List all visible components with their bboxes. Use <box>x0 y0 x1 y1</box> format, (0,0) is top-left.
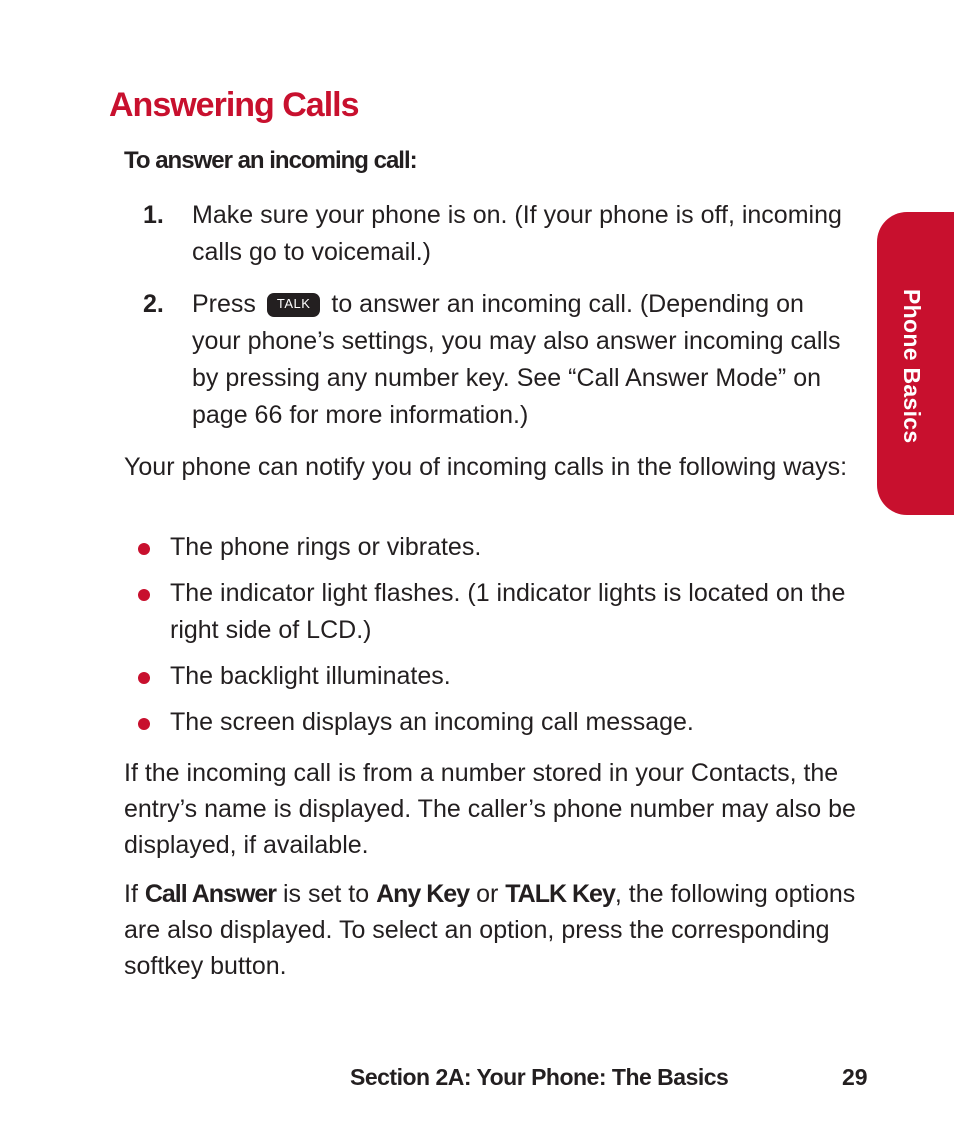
list-item-text: The indicator light flashes. (1 indicator lights is located on the right side of LCD.) <box>170 579 846 644</box>
list-item-text: The screen displays an incoming call message. <box>170 708 694 736</box>
step-number: 1. <box>143 201 164 229</box>
options-text: or <box>469 880 506 908</box>
footer-section-title: Section 2A: Your Phone: The Basics <box>350 1064 729 1090</box>
step-text: Make sure your phone is on. (If your phone is off, incoming calls go to voicemail.) <box>192 201 842 266</box>
page-number: 29 <box>842 1064 868 1090</box>
notify-intro: Your phone can notify you of incoming calls in the following ways: <box>124 453 848 481</box>
side-tab-label: Phone Basics <box>899 289 925 444</box>
options-paragraph <box>124 876 859 984</box>
step-text-before: Press <box>192 290 256 318</box>
options-text: is set to <box>276 880 377 908</box>
any-key-term: Any Key <box>376 880 470 908</box>
bullet-icon <box>138 718 150 730</box>
step-text-after: to answer an incoming call. (Depending on your phone’s settings, you may also answer incoming calls by pressing any number key. See “Call Answer Mode” on page 66 for more information.) <box>192 290 841 429</box>
contacts-paragraph: If the incoming call is from a number stored in your Contacts, the entry’s name is displayed. The caller’s phone number may also be displayed, if available. <box>124 759 856 859</box>
section-side-tab <box>877 212 954 515</box>
bullet-icon <box>138 672 150 684</box>
bullet-icon <box>138 543 150 555</box>
options-text: If <box>124 880 145 908</box>
section-intro: To answer an incoming call: <box>124 147 417 174</box>
talk-key-term: TALK Key <box>505 880 615 908</box>
bullet-icon <box>138 589 150 601</box>
talk-key-icon: TALK <box>267 293 321 317</box>
list-item-text: The backlight illuminates. <box>170 662 451 690</box>
call-answer-term: Call Answer <box>144 880 277 908</box>
list-item-text: The phone rings or vibrates. <box>170 533 482 561</box>
options-text: , the following options are also displayed. To select an option, press the corresponding softkey button. <box>124 880 856 980</box>
page-title: Answering Calls <box>109 86 359 124</box>
step-number: 2. <box>143 290 164 318</box>
step-text <box>192 286 857 434</box>
